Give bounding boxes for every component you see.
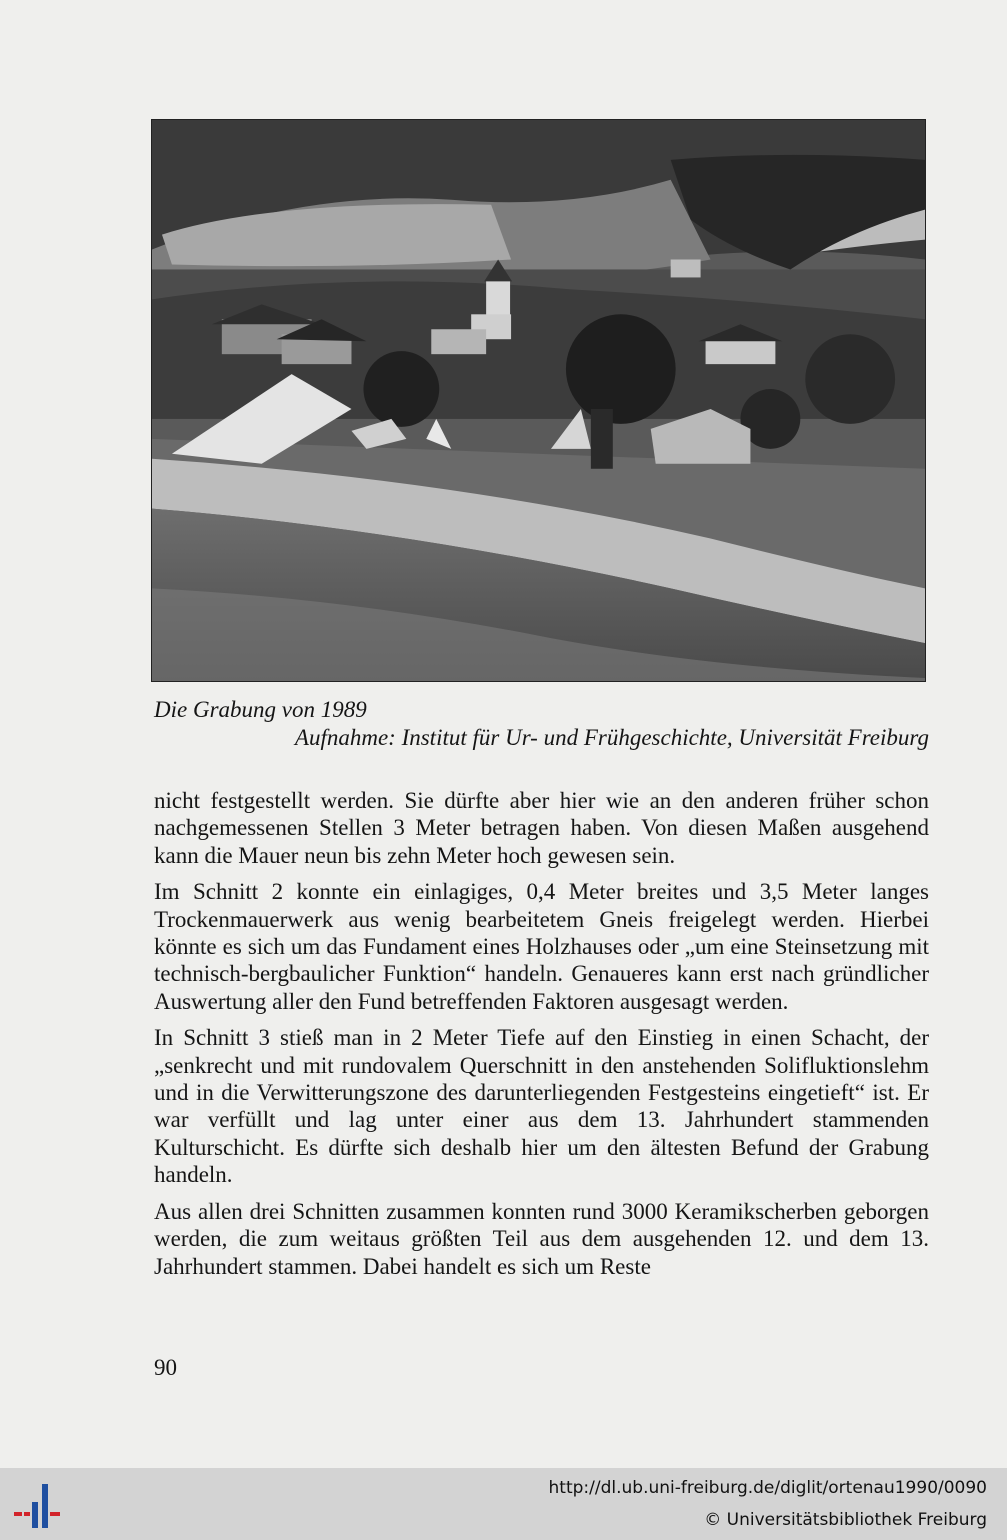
footer-bar [0, 1468, 1007, 1540]
footer-url-link[interactable]: http://dl.ub.uni-freiburg.de/diglit/ortenau1990/0090 [548, 1478, 987, 1498]
paragraph: Aus allen drei Schnitten zusammen konnten rund 3000 Keramikscherben geborgen werden, die zum weitaus größten Teil aus dem ausgehenden 12. und dem 13. Jahrhundert stammen. Dabei handelt es sich um Reste [154, 1198, 929, 1279]
ub-freiburg-logo-icon [12, 1480, 64, 1532]
footer-copyright: © Universitätsbibliothek Freiburg [704, 1510, 987, 1530]
paragraph: nicht festgestellt werden. Sie dürfte aber hier wie an den anderen früher schon nachgemessenen Stellen 3 Meter betragen haben. Von diesen Maßen ausgehend kann die Mauer neun bis zehn Meter hoch gewesen sein. [154, 788, 929, 868]
figure-caption-title: Die Grabung von 1989 [154, 697, 367, 722]
paragraph: Im Schnitt 2 konnte ein einlagiges, 0,4 Meter breites und 3,5 Meter langes Trockenmauerwerk aus wenig bearbeitetem Gneis freigelegt werden. Hierbei könnte es sich um das Fundament eines Holzhauses oder „um eine Steinsetzung mit technisch-bergbaulicher Funktion“ handeln. Genaueres kann erst nach gründlicher Auswertung aller den Fund betreffenden Faktoren ausgesagt werden. [154, 879, 929, 1014]
page-number: 90 [154, 1355, 177, 1380]
body-text [154, 787, 929, 1289]
excavation-photo [151, 119, 926, 682]
figure-caption-credit: Aufnahme: Institut für Ur- und Frühgeschichte, Universität Freiburg [294, 725, 929, 750]
paragraph: In Schnitt 3 stieß man in 2 Meter Tiefe auf den Einstieg in einen Schacht, der „senkrecht und mit rundovalem Querschnitt in den anstehenden Solifluktionslehm und in die Verwitterungszone des darunterliegenden Festgesteins eingetieft“ ist. Er war verfüllt und lag unter einer aus dem 13. Jahrhundert stammenden Kulturschicht. Es dürfte sich deshalb hier um den ältesten Befund der Grabung handeln. [154, 1025, 929, 1188]
